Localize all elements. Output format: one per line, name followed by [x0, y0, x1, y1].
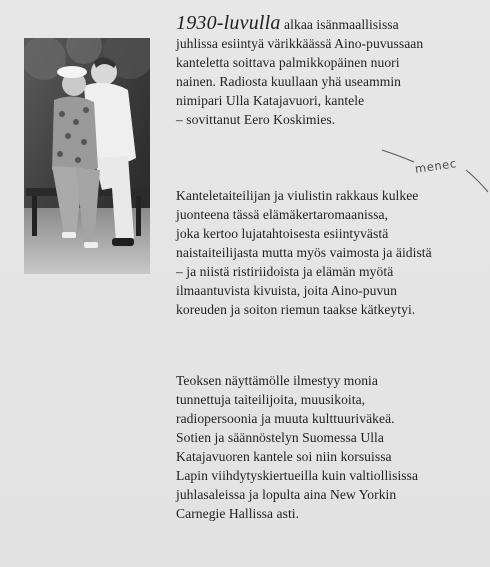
text-line: Kanteletaiteilijan ja viulistin rakkaus kulkee	[176, 188, 419, 203]
paragraph-story	[176, 186, 481, 319]
text-line: juonteena tässä elämäkertaromaanissa,	[176, 207, 389, 222]
text-line: radiopersoonia ja muuta kulttuuriväkeä.	[176, 411, 395, 426]
text-line: – sovittanut Eero Koskimies.	[176, 112, 336, 127]
text-line: nainen. Radiosta kuullaan yhä useammin	[176, 74, 402, 89]
paragraph-cast	[176, 371, 481, 523]
text-line: – ja niistä ristiriidoista ja elämän myötä	[176, 264, 394, 279]
text-line: Teoksen näyttämölle ilmestyy monia	[176, 373, 378, 388]
couple-photo-icon	[24, 38, 150, 274]
couple-photo	[24, 38, 150, 274]
text-line: joka kertoo lujatahtoisesta esiintyvästä	[176, 226, 389, 241]
text-line: juhlasaleissa ja lopulta aina New Yorkin	[176, 487, 397, 502]
text-line: Lapin viihdytyskiertueilla kuin valtiollisissa	[176, 468, 419, 483]
intro-first-line-rest: alkaa isänmaallisissa	[280, 17, 399, 32]
lead-decade: 1930-luvulla	[176, 12, 281, 34]
text-line: juhlissa esiintyä värikkäässä Aino-puvussaan	[176, 36, 424, 51]
text-line: nimipari Ulla Katajavuori, kantele	[176, 93, 365, 108]
text-line: koreuden ja soiton riemun taakse kätkeytyi.	[176, 302, 416, 317]
paragraph-intro	[176, 14, 481, 129]
text-line: Katajavuoren kantele soi niin korsuissa	[176, 449, 392, 464]
text-line: Carnegie Hallissa asti.	[176, 506, 300, 521]
text-line: ilmaantuvista kivuista, joita Aino-puvun	[176, 283, 397, 298]
text-line: naistaiteilijasta mutta myös vaimosta ja äidistä	[176, 245, 432, 260]
text-line: kanteletta soittava palmikkopäinen nuori	[176, 55, 400, 70]
text-line: Sotien ja säännöstelyn Suomessa Ulla	[176, 430, 384, 445]
signature-text: menec	[414, 156, 458, 176]
intro-first-line	[176, 14, 481, 34]
text-line: tunnettuja taiteilijoita, muusikoita,	[176, 392, 366, 407]
